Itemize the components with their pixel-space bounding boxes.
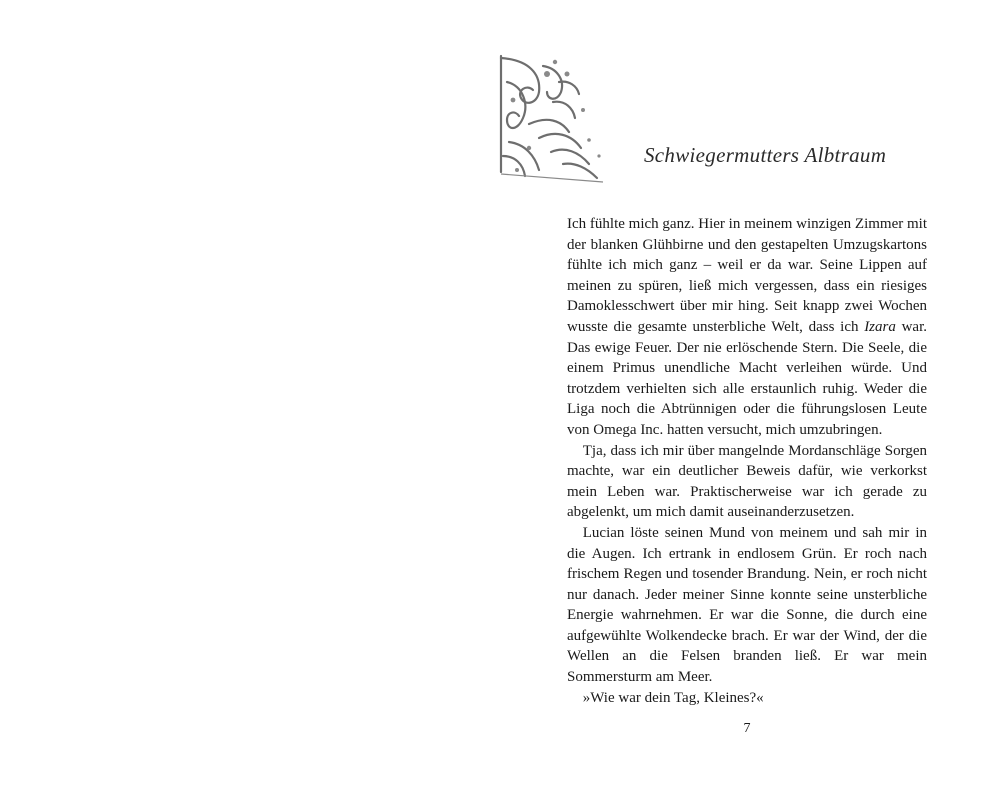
chapter-title: Schwiegermutters Albtraum bbox=[644, 143, 887, 167]
floral-ornament-icon bbox=[499, 52, 609, 184]
paragraph: »Wie war dein Tag, Kleines?« bbox=[582, 689, 764, 706]
paragraph bbox=[567, 214, 927, 441]
emphasized-word: Izara bbox=[864, 318, 896, 335]
paragraph: Tja, dass ich mir über mangelnde Mordanschläge Sorgen machte, war ein deutlicher Beweis dafür, wie verkorkst mein Leben war. Praktischerweise war ich gerade zu abgelenkt, um mich damit auseinanderzusetzen. bbox=[567, 442, 927, 521]
page-number: 7 bbox=[743, 721, 751, 736]
paragraph-text: Ich fühlte mich ganz. Hier in meinem winzigen Zimmer mit der blanken Glühbirne und den gestapelten Umzugskartons fühlte ich mich ganz – weil er da war. Seine Lippen auf meinen zu spüren, ließ mich vergessen, dass ein riesiges Damoklesschwert über mir hing. Seit knapp zwei Wochen wusste die gesamte unsterbliche Welt, dass ich bbox=[567, 216, 927, 335]
paragraph: Lucian löste seinen Mund von meinem und sah mir in die Augen. Ich ertrank in endlosem Grün. Er roch nach frischem Regen und tosender Brandung. Nein, er roch nicht nur danach. Jeder meiner Sinne konnte seine unsterbliche Energie wahrnehmen. Er war die Sonne, die durch eine aufgewühlte Wolkendecke brach. Er war der Wind, der die Wellen an die Felsen branden ließ. Er war mein Sommersturm am Meer. bbox=[567, 524, 927, 686]
body-text bbox=[567, 214, 927, 708]
paragraph-text: war. Das ewige Feuer. Der nie erlöschende Stern. Die Seele, die einem Primus unendliche Macht verleihen würde. Und trotzdem verhielten sich alle erstaunlich ruhig. Weder die Liga noch die Abtrünnigen oder die führungslosen Leute von Omega Inc. hatten versucht, mich umzubringen. bbox=[567, 318, 927, 438]
